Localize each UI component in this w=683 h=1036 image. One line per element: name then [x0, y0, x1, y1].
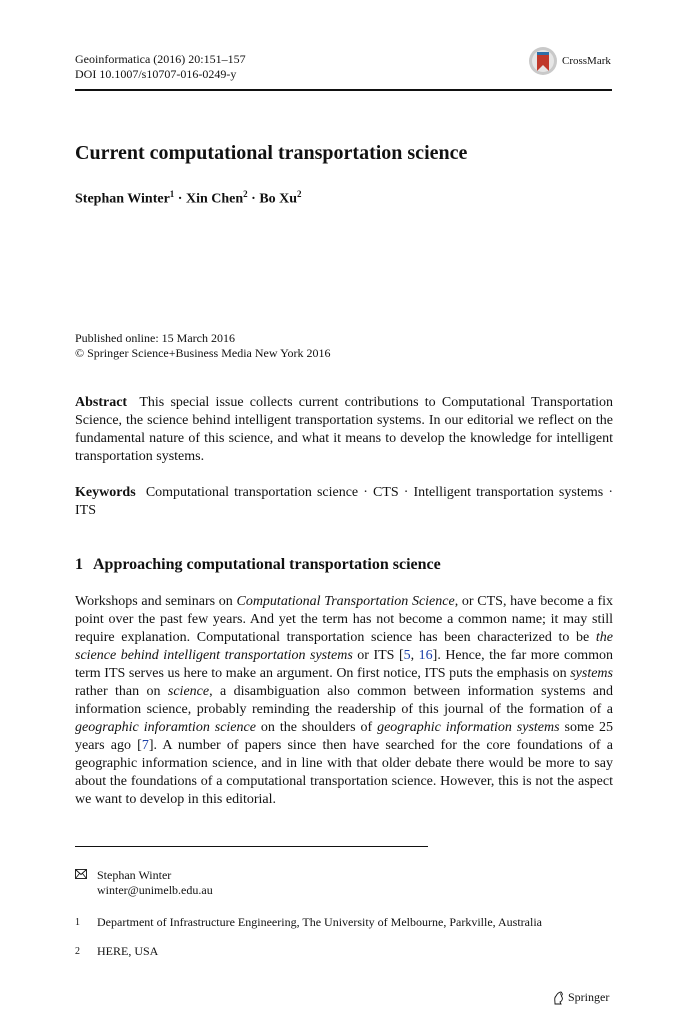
- affiliation-1: Department of Infrastructure Engineering, The University of Melbourne, Parkville, Australia: [97, 915, 542, 929]
- abstract-label: Abstract: [75, 395, 128, 410]
- publication-info: [75, 331, 331, 361]
- abstract-text: This special issue collects current contributions to Computational Transportation Science, the science behind intelligent transportation systems. In our editorial we reflect on the fundamental nature of this science, and what it means to develop the knowledge for intelligent transportation systems.: [75, 395, 613, 464]
- affiliation-mark: [75, 944, 80, 963]
- author-affiliation-mark: 1: [169, 189, 175, 199]
- publisher-logo: [552, 990, 609, 1005]
- keywords-text: Computational transportation science · CTS · Intelligent transportation systems · ITS: [75, 485, 613, 518]
- para-emphasis: the science behind intelligent transportation systems: [75, 630, 613, 663]
- journal-citation: Geoinformatica (2016) 20:151–157: [75, 52, 246, 66]
- springer-horse-icon: [552, 991, 565, 1005]
- affiliation-mark: [75, 915, 80, 934]
- para-text: on the shoulders of: [255, 720, 378, 735]
- publisher-name: Springer: [568, 990, 610, 1004]
- aff1-mark: 1: [75, 917, 80, 928]
- para-text: ]. A number of papers since then have searched for the core foundations of a geographic information science, and in line with that older debate there would be more to say about the foundations of a computational transportation science. However, this is not the aspect we want to develop in this editorial.: [75, 738, 613, 807]
- copyright: © Springer Science+Business Media New York 2016: [75, 346, 331, 360]
- aff2-mark: 2: [75, 946, 80, 957]
- para-emphasis: Computational Transportation Science: [236, 594, 455, 609]
- keywords-label: Keywords: [75, 485, 136, 500]
- para-emphasis: science: [167, 684, 210, 699]
- journal-header: [75, 52, 246, 82]
- section-number: 1: [75, 556, 83, 573]
- crossmark-label: CrossMark: [562, 55, 611, 67]
- contact-marker: [75, 868, 87, 883]
- para-text: ,: [410, 648, 419, 663]
- para-text: some 25 years ago [: [75, 720, 614, 753]
- author-separator: ·: [174, 191, 186, 207]
- para-emphasis: geographic inforamtion science: [75, 720, 256, 735]
- author-name[interactable]: Stephan Winter: [75, 191, 170, 207]
- author-separator: ·: [247, 191, 260, 207]
- citation-link[interactable]: 7: [141, 738, 149, 753]
- abstract: [75, 394, 613, 466]
- author-list: [75, 189, 302, 208]
- doi[interactable]: DOI 10.1007/s10707-016-0249-y: [75, 67, 237, 81]
- author-name[interactable]: Bo Xu: [259, 191, 298, 207]
- para-text: , a disambiguation also common between information systems and information science, probably reminding the readership of this journal of the formation of a: [75, 684, 614, 717]
- body-paragraph: [75, 593, 613, 809]
- paper-title: Current computational transportation science: [75, 142, 468, 164]
- envelope-icon: [75, 869, 87, 879]
- para-text: ]. Hence, the far more common term ITS serves us here to make an argument. On first notice, ITS puts the emphasis on: [75, 648, 614, 681]
- footnote-rule: [75, 846, 428, 847]
- header-rule: [75, 89, 612, 91]
- para-text: , or CTS, have become a fix point over the past few years. And yet the term has not become a common name; it may still require explanation. Computational transportation science has been characterized to be: [75, 594, 614, 645]
- keywords: [75, 484, 613, 520]
- crossmark-badge[interactable]: [528, 46, 611, 76]
- contact-name: Stephan Winter: [97, 868, 172, 882]
- crossmark-icon: [528, 46, 558, 76]
- para-emphasis: systems: [570, 666, 613, 681]
- author-affiliation-mark: 2: [243, 189, 248, 199]
- published-date: Published online: 15 March 2016: [75, 331, 235, 345]
- citation-link[interactable]: 16: [418, 648, 433, 663]
- para-text: Workshops and seminars on: [75, 594, 237, 609]
- affiliation-2: HERE, USA: [97, 944, 159, 958]
- para-text: rather than on: [75, 684, 168, 699]
- contact-email[interactable]: winter@unimelb.edu.au: [97, 883, 213, 897]
- section-heading: [75, 556, 441, 574]
- author-affiliation-mark: 2: [297, 189, 302, 199]
- citation-link[interactable]: 5: [403, 648, 411, 663]
- para-emphasis: geographic information systems: [377, 720, 560, 735]
- para-text: or ITS [: [352, 648, 404, 663]
- author-name[interactable]: Xin Chen: [185, 191, 244, 207]
- corresponding-author: [97, 868, 213, 898]
- section-title: Approaching computational transportation science: [93, 556, 441, 573]
